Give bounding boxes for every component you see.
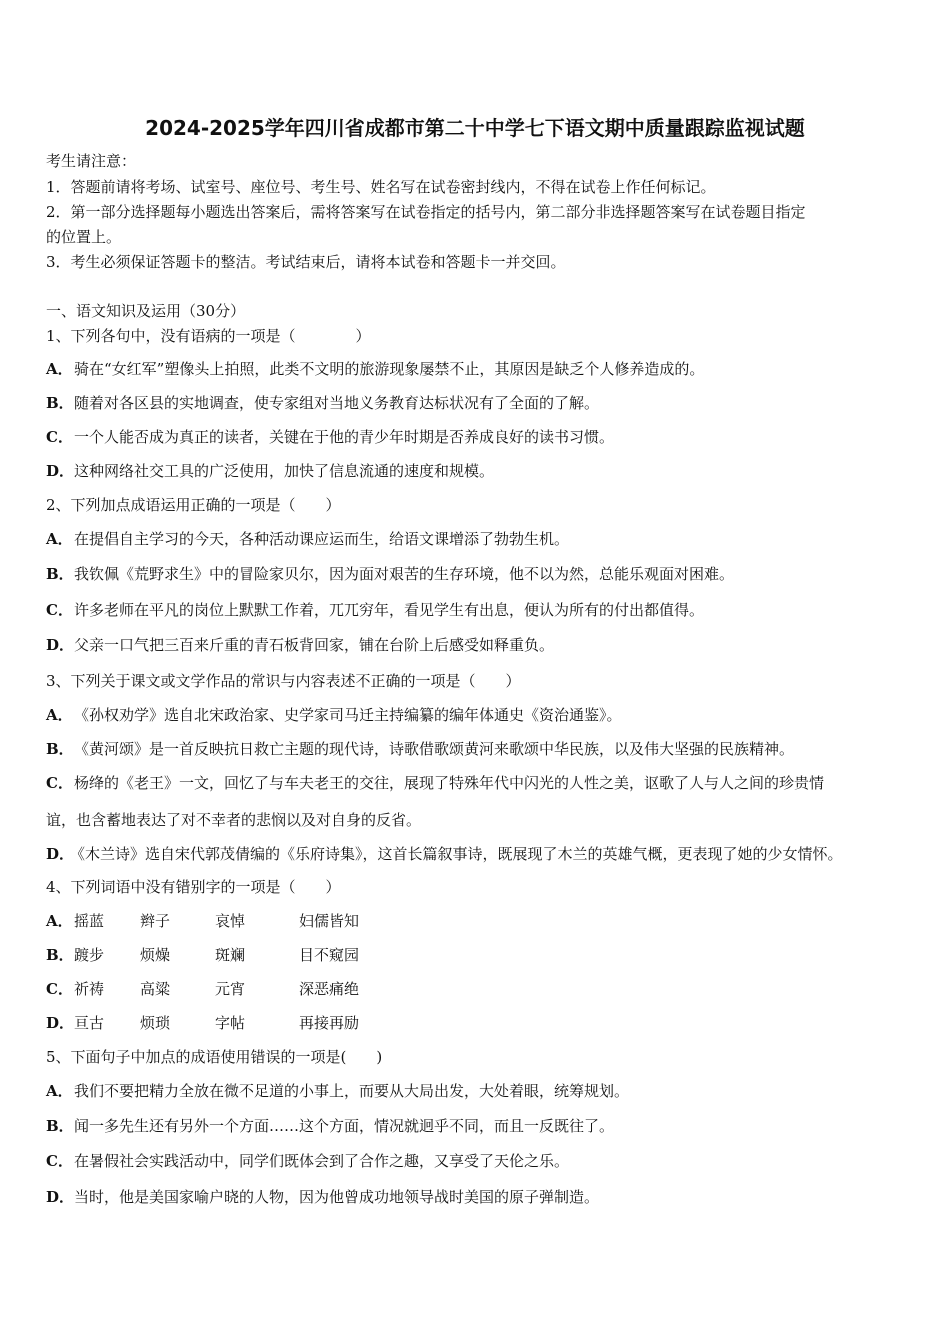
notice-item-2: 2．第一部分选择题每小题选出答案后，需将答案写在试卷指定的括号内，第二部分非选择题答案写在试卷题目指定 <box>46 203 806 221</box>
word: 辫子 <box>140 912 171 930</box>
word: 妇儒皆知 <box>299 912 360 930</box>
question-4-stem: 4、下列词语中没有错别字的一项是（ ） <box>46 878 341 896</box>
question-4-option-b <box>46 945 359 965</box>
option-label: C． <box>46 1152 73 1170</box>
option-text: 当时，他是美国家喻户晓的人物，因为他曾成功地领导战时美国的原子弹制造。 <box>74 1188 600 1206</box>
option-text: 在提倡自主学习的今天，各种活动课应运而生，给语文课增添了勃勃生机。 <box>74 530 570 548</box>
question-1-option-a <box>46 359 704 379</box>
notice-item-1: 1．答题前请将考场、试室号、座位号、考生号、姓名写在试卷密封线内，不得在试卷上作任何标记。 <box>46 178 716 196</box>
question-3-option-a <box>46 705 622 725</box>
question-2-stem: 2、下列加点成语运用正确的一项是（ ） <box>46 496 341 514</box>
option-text: 杨绛的《老王》一文，回忆了与车夫老王的交往，展现了特殊年代中闪光的人性之美，讴歌了人与人之间的珍贵情 <box>74 774 825 792</box>
word: 目不窥园 <box>299 946 360 964</box>
question-5-option-c <box>46 1151 569 1171</box>
option-text: 《孙权劝学》选自北宋政治家、史学家司马迁主持编纂的编年体通史《资治通鉴》。 <box>74 706 622 724</box>
option-label: C． <box>46 980 73 998</box>
word: 字帖 <box>215 1014 246 1032</box>
option-label: D． <box>46 1014 75 1032</box>
option-label: A． <box>46 912 73 930</box>
question-1-stem: 1、下列各句中，没有语病的一项是（ ） <box>46 327 371 345</box>
option-label: D． <box>46 845 75 863</box>
word: 亘古 <box>74 1014 105 1032</box>
question-4-option-d <box>46 1013 359 1033</box>
question-1-option-b <box>46 393 599 413</box>
word: 烦燥 <box>140 946 171 964</box>
question-3-stem: 3、下列关于课文或文学作品的常识与内容表述不正确的一项是（ ） <box>46 672 521 690</box>
word: 烦琐 <box>140 1014 171 1032</box>
question-5-stem: 5、下面句子中加点的成语使用错误的一项是( ) <box>46 1048 383 1066</box>
word: 摇蓝 <box>74 912 105 930</box>
option-text: 父亲一口气把三百来斤重的青石板背回家，铺在台阶上后感受如释重负。 <box>74 636 555 654</box>
page-title: 2024-2025学年四川省成都市第二十中学七下语文期中质量跟踪监视试题 <box>145 116 805 140</box>
question-2-option-a <box>46 529 569 549</box>
question-2-option-d <box>46 635 554 655</box>
option-text: 许多老师在平凡的岗位上默默工作着，兀兀穷年，看见学生有出息，便认为所有的付出都值得。 <box>74 601 705 619</box>
option-label: D． <box>46 636 75 654</box>
option-label: C． <box>46 428 73 446</box>
option-label: A． <box>46 530 73 548</box>
question-5-option-a <box>46 1081 629 1101</box>
question-3-option-b <box>46 739 794 759</box>
question-5-option-d <box>46 1187 599 1207</box>
notice-item-2-cont: 的位置上。 <box>46 228 122 246</box>
notice-item-3: 3．考生必须保证答题卡的整洁。考试结束后，请将本试卷和答题卡一并交回。 <box>46 253 566 271</box>
word: 深恶痛绝 <box>299 980 360 998</box>
option-text: 《黄河颂》是一首反映抗日救亡主题的现代诗，诗歌借歌颂黄河来歌颂中华民族，以及伟大坚强的民族精神。 <box>74 740 795 758</box>
option-label: A． <box>46 706 73 724</box>
option-text: 闻一多先生还有另外一个方面……这个方面，情况就迥乎不同，而且一反既往了。 <box>74 1117 615 1135</box>
option-text: 随着对各区县的实地调查，使专家组对当地义务教育达标状况有了全面的了解。 <box>74 394 600 412</box>
option-text: 我们不要把精力全放在微不足道的小事上，而要从大局出发，大处着眼，统筹规划。 <box>74 1082 630 1100</box>
question-3-option-c-cont: 谊，也含蓄地表达了对不幸者的悲悯以及对自身的反省。 <box>46 811 422 829</box>
word: 哀悼 <box>215 912 246 930</box>
question-1-option-c <box>46 427 614 447</box>
option-label: A． <box>46 1082 73 1100</box>
option-label: B． <box>46 740 74 758</box>
option-text: 骑在“女红军”塑像头上拍照，此类不文明的旅游现象屡禁不止，其原因是缺乏个人修养造成的。 <box>74 360 705 378</box>
question-3-option-d <box>46 844 843 864</box>
option-label: D． <box>46 1188 75 1206</box>
notice-heading: 考生请注意： <box>46 152 137 170</box>
word: 斑斓 <box>215 946 246 964</box>
question-4-option-a <box>46 911 359 931</box>
option-text: 这种网络社交工具的广泛使用，加快了信息流通的速度和规模。 <box>74 462 495 480</box>
word: 踱步 <box>74 946 105 964</box>
option-text: 《木兰诗》选自宋代郭茂倩编的《乐府诗集》，这首长篇叙事诗，既展现了木兰的英雄气概，更表现了她的少女情怀。 <box>70 845 843 863</box>
option-label: B． <box>46 1117 74 1135</box>
option-text: 一个人能否成为真正的读者，关键在于他的青少年时期是否养成良好的读书习惯。 <box>74 428 615 446</box>
question-4-option-c <box>46 979 359 999</box>
option-text: 在暑假社会实践活动中，同学们既体会到了合作之趣，又享受了天伦之乐。 <box>74 1152 570 1170</box>
question-2-option-c <box>46 600 704 620</box>
option-text: 我钦佩《荒野求生》中的冒险家贝尔，因为面对艰苦的生存环境，他不以为然，总能乐观面对困难。 <box>74 565 735 583</box>
question-2-option-b <box>46 564 734 584</box>
option-label: C． <box>46 774 73 792</box>
question-5-option-b <box>46 1116 614 1136</box>
option-label: A． <box>46 360 73 378</box>
option-label: B． <box>46 946 74 964</box>
option-label: B． <box>46 394 74 412</box>
section-heading: 一、语文知识及运用（30分） <box>46 302 246 320</box>
option-label: C． <box>46 601 73 619</box>
word: 再接再励 <box>299 1014 360 1032</box>
word: 元宵 <box>215 980 246 998</box>
option-label: D． <box>46 462 75 480</box>
word: 祈祷 <box>74 980 105 998</box>
question-1-option-d <box>46 461 494 481</box>
option-label: B． <box>46 565 74 583</box>
word: 高粱 <box>140 980 171 998</box>
question-3-option-c <box>46 773 824 793</box>
